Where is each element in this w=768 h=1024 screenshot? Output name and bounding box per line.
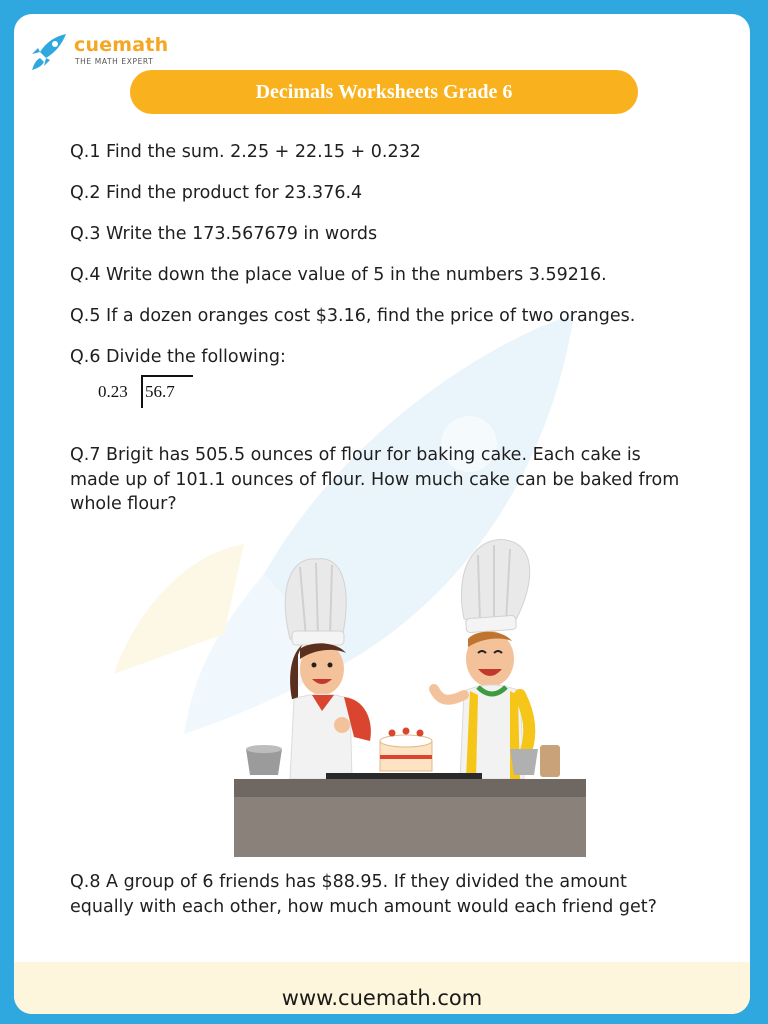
rocket-icon	[28, 32, 70, 72]
question-3: Q.3 Write the 173.567679 in words	[70, 224, 378, 244]
question-7: Q.7 Brigit has 505.5 ounces of flour for baking cake. Each cake is made up of 101.1 ounces of flour. How much cake can be baked from whole flour?	[70, 445, 680, 514]
division-divisor: 0.23	[98, 382, 128, 401]
worksheet-page	[14, 14, 750, 1014]
question-4: Q.4 Write down the place value of 5 in the numbers 3.59216.	[70, 265, 607, 285]
footer-band	[14, 962, 750, 1014]
brand-name: cuemath	[74, 34, 169, 56]
question-6: Q.6 Divide the following:	[70, 347, 286, 367]
chefs-baking-cake-illustration	[194, 519, 594, 859]
question-8: Q.8 A group of 6 friends has $88.95. If they divided the amount equally with each other, how much amount would each friend get?	[70, 872, 657, 917]
worksheet-title: Decimals Worksheets Grade 6	[130, 70, 638, 114]
long-division	[98, 370, 218, 406]
brand-tagline: THE MATH EXPERT	[75, 57, 154, 66]
division-bracket	[141, 376, 143, 408]
question-5: Q.5 If a dozen oranges cost $3.16, find the price of two oranges.	[70, 306, 636, 326]
question-2: Q.2 Find the product for 23.376.4	[70, 183, 363, 203]
footer-url[interactable]: www.cuemath.com	[281, 986, 483, 1010]
question-1: Q.1 Find the sum. 2.25 + 22.15 + 0.232	[70, 142, 421, 162]
division-dividend: 56.7	[145, 382, 175, 401]
division-bar	[141, 375, 193, 377]
